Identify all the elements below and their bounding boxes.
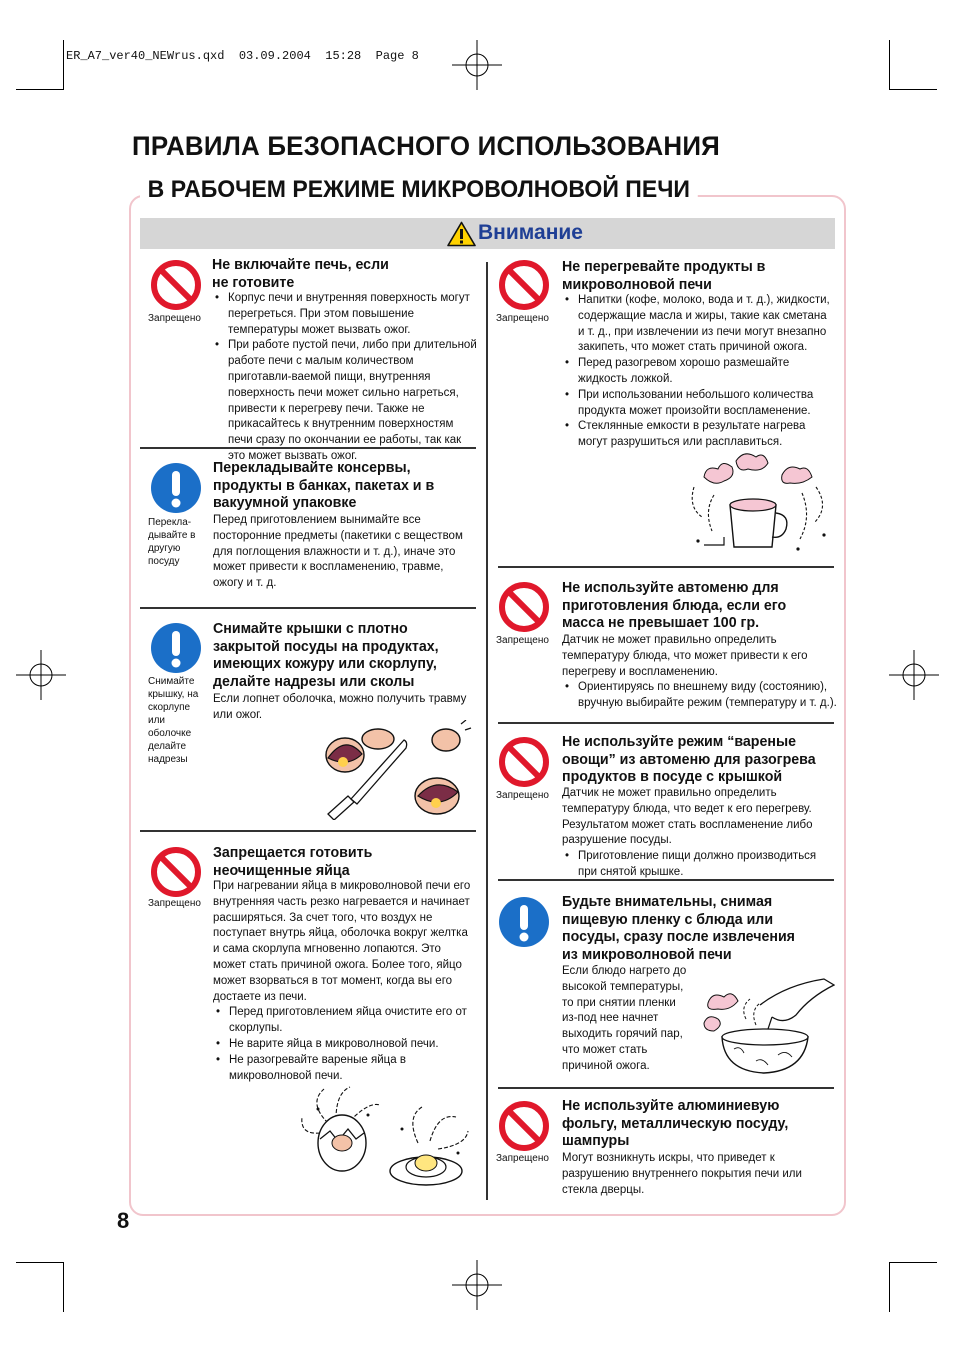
page-number: 8 — [117, 1208, 130, 1233]
warning-triangle-icon — [447, 221, 476, 247]
icon-caption: Запрещено — [496, 635, 549, 646]
print-header: ER_A7_ver40_NEWrus.qxd 03.09.2004 15:28 Page 8 — [66, 49, 419, 63]
section-divider — [498, 566, 834, 568]
bullet-item: • Стеклянные емкости в результате нагрева могут разрушиться или расплавиться. — [562, 419, 834, 451]
section-text: Датчик не может правильно определить температуру блюда, что ведет к его перегреву. Результатом может стать воспламенение либо разрушение посуды. — [562, 787, 813, 847]
crop-mark — [889, 1262, 890, 1312]
section-title: Не используйте автоменю для приготовления блюда, если его масса не превышает 100 гр. — [562, 580, 787, 631]
section-divider — [140, 447, 476, 449]
icon-caption: Перекла-дывайте в другую посуду — [148, 517, 196, 567]
section-divider — [498, 1087, 834, 1089]
prohibited-icon — [150, 846, 202, 898]
icon-caption: Запрещено — [496, 790, 549, 801]
bullet-item: • Приготовление пищи должно производиться при снятой крышке. — [562, 849, 827, 881]
section-body — [213, 513, 475, 592]
bullet-item: • При использовании небольшого количества продукта может произойти воспламенение. — [562, 388, 834, 420]
icon-caption: Запрещено — [148, 898, 201, 909]
crop-mark — [889, 1262, 937, 1263]
page-title: ПРАВИЛА БЕЗОПАСНОГО ИСПОЛЬЗОВАНИЯ — [132, 131, 720, 161]
bullet-item: • Перед разогревом хорошо размешайте жидкость ложкой. — [562, 356, 834, 388]
prohibited-icon — [150, 259, 202, 311]
section-body — [562, 964, 694, 1075]
section-title: Снимайте крышки с плотно закрытой посуды на продуктах, имеющих кожуру или скорлупу, делайте надрезы или сколы — [213, 621, 439, 690]
bullet-item: • Напитки (кофе, молоко, вода и т. д.), жидкости, содержащие масла и жиры, такие как сметана и т. д., при извлечении из печи могут внезапно закипеть, что может стать причиной ожога. — [562, 293, 834, 356]
registration-mark-icon — [452, 1260, 502, 1310]
boiling-cup-illustration — [684, 447, 834, 557]
section-body — [562, 1151, 824, 1198]
section-text: Датчик не может правильно определить температуру блюда, что может привести к его перегреву и воспламенению. — [562, 634, 808, 678]
exploding-egg-illustration — [298, 1083, 473, 1195]
section-text: При нагревании яйца в микроволновой печи его внутренняя часть резко нагревается и начинает расширяться. За счет того, что воздух не поступает внутрь яйца, оболочка вокруг желтка и сама скорлупа мгновенно лопаются. Это может стать причиной ожога. Более того, яйцо может взорваться в тот момент, когда вы его достаете из печи. — [213, 880, 471, 1003]
registration-mark-icon — [16, 650, 66, 700]
prohibited-icon — [498, 1100, 550, 1152]
section-title: Не включайте печь, если не готовите — [212, 257, 389, 291]
registration-mark-icon — [889, 650, 939, 700]
prohibited-icon — [498, 736, 550, 788]
bullet-item: • Корпус печи и внутренняя поверхность могут перегреться. При этом повышение температуры может вызвать ожог. — [212, 291, 478, 338]
section-body — [562, 293, 834, 451]
section-title: Будьте внимательны, снимая пищевую пленку с блюда или посуды, сразу после извлечения из микроволновой печи — [562, 894, 795, 963]
prohibited-icon — [498, 259, 550, 311]
section-divider — [498, 722, 834, 724]
section-title: Запрещается готовить неочищенные яйца — [213, 845, 373, 879]
section-title: Не перегревайте продукты в микроволновой печи — [562, 259, 766, 293]
section-text: Если лопнет оболочка, можно получить травму или ожог. — [213, 693, 467, 721]
section-body — [562, 633, 837, 712]
section-title: Не используйте режим “вареные овощи” из автоменю для разогрева продуктов в посуде с крышкой — [562, 734, 816, 785]
section-divider — [498, 879, 834, 881]
section-title: Перекладывайте консервы, продукты в банках, пакетах и в вакуумной упаковке — [213, 460, 435, 511]
steam-bowl-illustration — [700, 975, 835, 1080]
bullet-item: • При работе пустой печи, либо при длительной работе печи с малым количеством приготавли-ваемой пищи, внутренняя поверхность печи может сильно нагреться, привести к перегреву печи. Также не прикасайтесь к внутренним поверхностям печи сразу по окончании ее работы, так как это может вызвать ожог. — [212, 338, 478, 464]
bullet-item: • Ориентируясь по внешнему виду (состоянию), вручную выбирайте режим (температуру и т. д.). — [562, 680, 837, 712]
icon-caption: Снимайте крышку, на скорлупе или оболочке делайте надрезы — [148, 676, 199, 765]
prohibited-icon — [498, 581, 550, 633]
section-text: Могут возникнуть искры, что приведет к разрушению внутреннего покрытия печи или стекла дверцы. — [562, 1152, 802, 1196]
mandatory-icon — [498, 896, 550, 948]
page-subtitle: В РАБОЧЕМ РЕЖИМЕ МИКРОВОЛНОВОЙ ПЕЧИ — [140, 176, 698, 204]
section-body — [213, 879, 475, 1084]
crop-mark — [889, 89, 937, 90]
crop-mark — [63, 1262, 64, 1312]
icon-caption: Запрещено — [148, 313, 201, 324]
bullet-item: • Не варите яйца в микроволновой печи. — [213, 1037, 475, 1053]
bullet-item: • Перед приготовлением яйца очистите его от скорлупы. — [213, 1005, 475, 1037]
section-body — [213, 692, 475, 724]
icon-caption: Запрещено — [496, 313, 549, 324]
crop-mark — [63, 40, 64, 90]
crop-mark — [16, 1262, 64, 1263]
crop-mark — [16, 89, 64, 90]
knife-and-chestnuts-illustration — [318, 720, 474, 820]
mandatory-icon — [150, 462, 202, 514]
section-divider — [140, 607, 476, 609]
section-text: Перед приготовлением вынимайте все посторонние предметы (пакетики с веществом для поглощения влажности и т. д.), иначе это может привести к воспламенению, травме, ожогу и т. д. — [213, 514, 463, 590]
section-title: Не используйте алюминиевую фольгу, металлическую посуду, шампуры — [562, 1098, 789, 1149]
column-divider — [486, 262, 488, 1200]
section-body — [212, 291, 478, 465]
bullet-item: • Не разогревайте вареные яйца в микроволновой печи. — [213, 1053, 475, 1085]
section-text: Если блюдо нагрето до высокой температуры, то при снятии пленки из-под нее начнет выходить горячий пар, что может стать причиной ожога. — [562, 965, 687, 1072]
mandatory-icon — [150, 622, 202, 674]
crop-mark — [889, 40, 890, 90]
warning-label: Внимание — [478, 221, 583, 244]
registration-mark-icon — [452, 40, 502, 90]
section-divider — [140, 830, 476, 832]
section-body — [562, 786, 827, 881]
icon-caption: Запрещено — [496, 1153, 549, 1164]
